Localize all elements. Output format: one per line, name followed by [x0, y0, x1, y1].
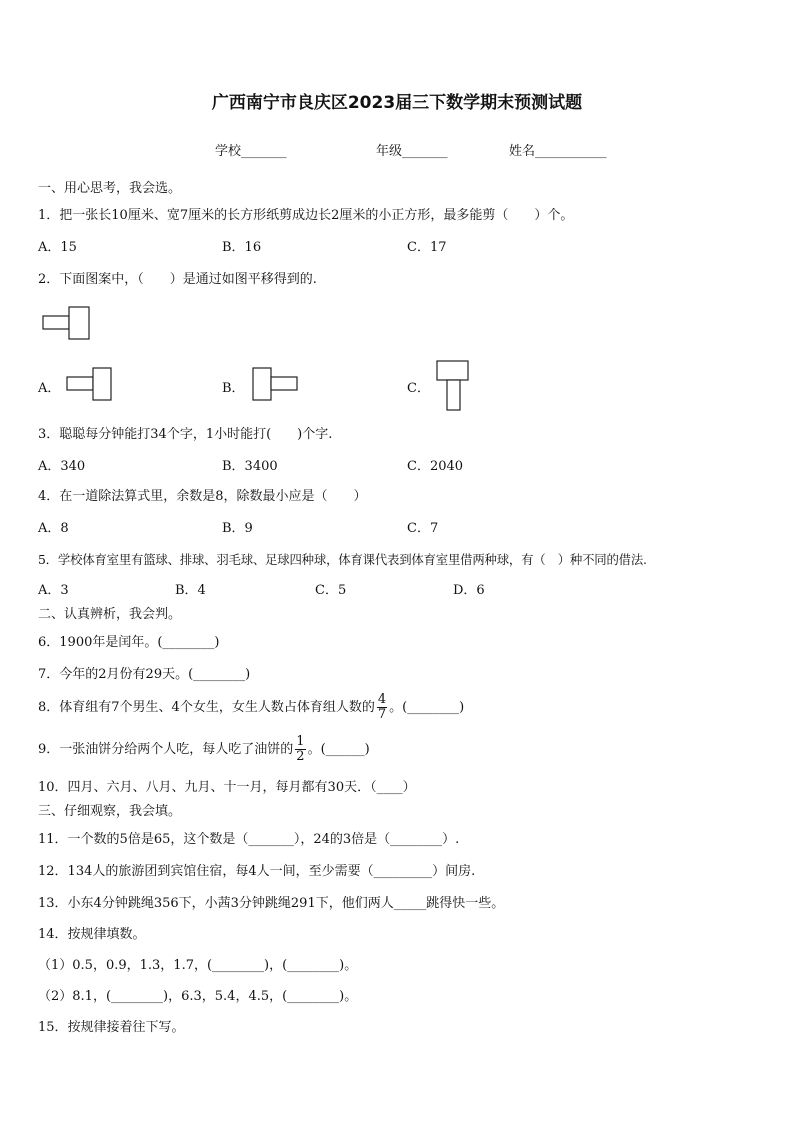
q3-option-b: B．3400: [222, 459, 278, 474]
q2-option-c: C．: [407, 381, 430, 396]
q8-text: 8．体育组有7个男生、4个女生，女生人数占体育组人数的: [38, 700, 375, 715]
q3-option-a: A．340: [38, 459, 86, 474]
question-6: 6．1900年是闰年。(________): [38, 635, 220, 650]
question-9: [38, 732, 370, 768]
question-10: 10．四月、六月、八月、九月、十一月，每月都有30天．（____）: [38, 780, 416, 795]
q4-option-b: B．9: [222, 521, 253, 536]
question-4: 4．在一道除法算式里，余数是8，除数最小应是（ ）: [38, 489, 367, 504]
q2-reference-figure: [42, 306, 92, 342]
q8-denominator: 7: [377, 707, 387, 722]
question-1: 1．把一张长10厘米、宽7厘米的长方形纸剪成边长2厘米的小正方形，最多能剪（ ）个。: [38, 208, 574, 223]
q8-answer-blank: 。(________): [389, 700, 465, 715]
question-7: 7．今年的2月份有29天。(________): [38, 667, 251, 682]
question-14-part-2: （2）8.1，(________)，6.3，5.4，4.5，(________)。: [38, 989, 358, 1004]
q2-option-c-figure: [436, 360, 472, 414]
name-field: 姓名___________: [509, 144, 607, 159]
q9-fraction: [295, 735, 305, 764]
q2-option-a-figure: [66, 367, 114, 403]
q5-option-c: C．5: [315, 583, 347, 598]
question-14-part-1: （1）0.5，0.9，1.3，1.7，(________)，(________)。: [38, 958, 358, 973]
question-2: 2．下面图案中，（ ）是通过如图平移得到的.: [38, 272, 317, 287]
question-15: 15．按规律接着往下写。: [38, 1020, 185, 1035]
q2-option-b: B．: [222, 381, 245, 396]
q1-option-a: A．15: [38, 240, 77, 255]
q2-option-b-figure: [252, 367, 300, 403]
q4-option-a: A．8: [38, 521, 69, 536]
q5-option-a: A．3: [38, 583, 69, 598]
q9-answer-blank: 。(______): [307, 742, 370, 757]
q2-option-a: A．: [38, 381, 61, 396]
q1-option-b: B．16: [222, 240, 262, 255]
page-title: 广西南宁市良庆区2023届三下数学期末预测试题: [211, 93, 583, 113]
section-3-heading: 三、仔细观察，我会填。: [38, 804, 182, 819]
question-12: 12．134人的旅游团到宾馆住宿，每4人一间，至少需要（_________）间房.: [38, 864, 476, 879]
q9-denominator: 2: [296, 749, 305, 764]
q1-option-c: C．17: [407, 240, 447, 255]
question-14: 14．按规律填数。: [38, 927, 146, 942]
q5-option-d: D．6: [453, 583, 485, 598]
q3-option-c: C．2040: [407, 459, 464, 474]
question-11: 11．一个数的5倍是65，这个数是（_______），24的3倍是（________）.: [38, 832, 460, 847]
q4-option-c: C．7: [407, 521, 439, 536]
q5-option-b: B．4: [175, 583, 206, 598]
grade-field: 年级_______: [376, 144, 448, 159]
question-8: [38, 690, 464, 726]
q8-fraction: [377, 693, 387, 722]
school-field: 学校_______: [215, 144, 287, 159]
q9-numerator: 1: [296, 734, 305, 749]
section-1-heading: 一、用心思考，我会选。: [38, 181, 182, 196]
q8-numerator: 4: [377, 692, 387, 707]
question-5: 5．学校体育室里有篮球、排球、羽毛球、足球四种球，体育课代表到体育室里借两种球，有（ ）种不同的借法.: [38, 552, 647, 567]
q9-text: 9．一张油饼分给两个人吃，每人吃了油饼的: [38, 742, 294, 757]
question-3: 3．聪聪每分钟能打34个字，1小时能打( )个字.: [38, 427, 333, 442]
question-13: 13．小东4分钟跳绳356下，小茜3分钟跳绳291下，他们两人_____跳得快一些。: [38, 896, 505, 911]
section-2-heading: 二、认真辨析，我会判。: [38, 607, 182, 622]
